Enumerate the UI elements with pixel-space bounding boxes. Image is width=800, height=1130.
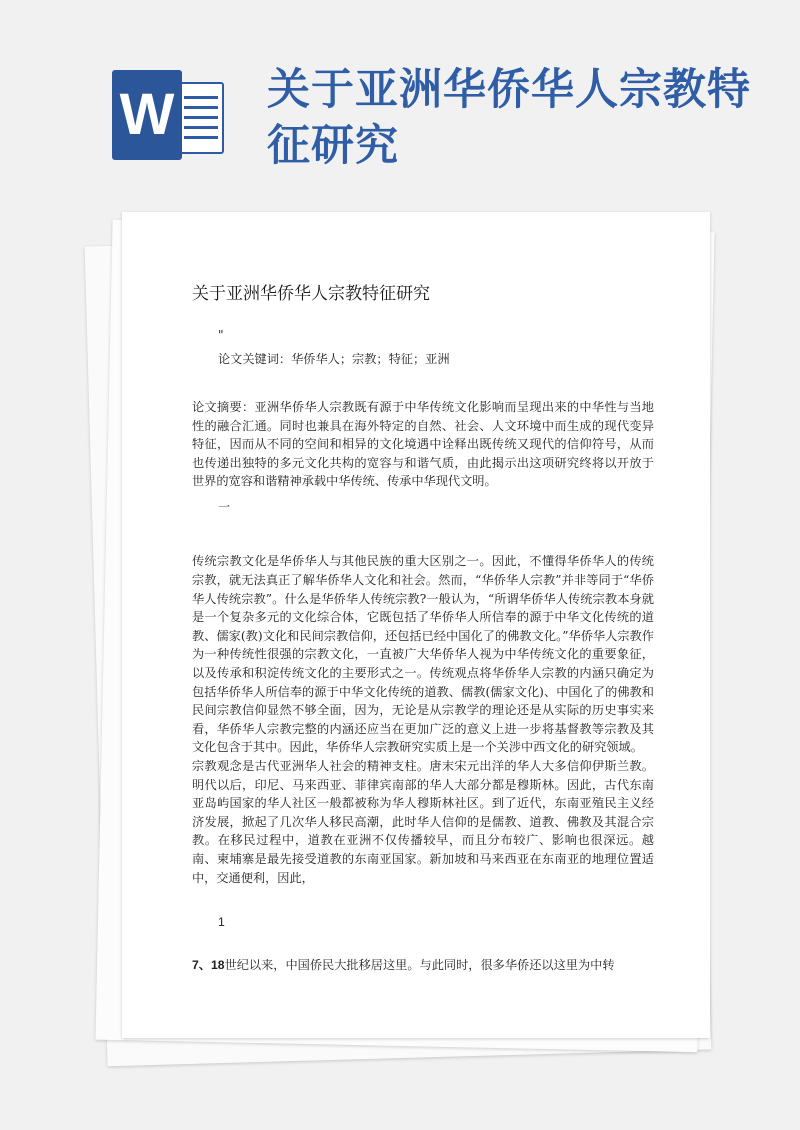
body-paragraph: 传统宗教文化是华侨华人与其他民族的重大区别之一。因此，不懂得华侨华人的传统宗教，就无法真正了解华侨华人文化和社会。然而，“华侨华人宗教”并非等同于“华侨华人传统宗教”。什么是华侨华人传统宗教?一般认为，“所谓华侨华人传统宗教本身就是一个复杂多元的文化综合体，它既包括了华侨华人所信奉的源于中华文化传统的道教、儒家(教)文化和民间宗教信仰，还包括已经中国化了的佛教文化。”华侨华人宗教作为一种传统性很强的宗教文化，一直被广大华侨华人视为中华传统文化的重要象征，以及传承和积淀传统文化的主要形式之一。传统观点将华侨华人宗教的内涵只确定为包括华侨华人所信奉的源于中华文化传统的道教、儒教(儒家文化)、中国化了的佛教和民间宗教信仰显然不够全面，因为，无论是从宗教学的理论还是从实际的历史事实来看，华侨华人宗教完整的内涵还应当在更加广泛的意义上进一步将基督教等宗教及其文化包含于其中。因此，华侨华人宗教研究实质上是一个关涉中西文化的研究领域。: [192, 554, 654, 755]
word-logo-letter: W: [112, 70, 182, 160]
header-banner: [0, 0, 800, 200]
document-title: 关于亚洲华侨华人宗教特征研究: [192, 284, 430, 304]
document-page: [122, 212, 710, 1038]
page-title: 关于亚洲华侨华人宗教特征研究: [267, 65, 751, 171]
section-number: 一: [218, 500, 231, 515]
keywords-line: 论文关键词：华侨华人；宗教；特征；亚洲: [218, 352, 450, 366]
word-document-icon: [112, 70, 230, 160]
page-number: 1: [218, 915, 225, 930]
continuation-text: 世纪以来，中国侨民大批移居这里。与此同时，很多华侨还以这里为中转: [224, 957, 615, 972]
continuation-line: [192, 956, 654, 974]
quote-mark: ": [218, 328, 224, 342]
body-text: [192, 552, 654, 887]
document-content: [192, 282, 654, 974]
abstract-paragraph: 论文摘要：亚洲华侨华人宗教既有源于中华传统文化影响而呈现出来的中华性与当地性的融合汇通。同时也兼具在海外特定的自然、社会、人文环境中而生成的现代变异特征，因而从不同的空间和相异的文化境遇中诠释出既传统又现代的信仰符号，从而也传递出独特的多元文化共构的宽容与和谐气质，由此揭示出这项研究终将以开放于世界的宽容和谐精神承载中华传统、传承中华现代文明。: [192, 400, 654, 489]
body-paragraph: 宗教观念是古代亚洲华人社会的精神支柱。唐末宋元出洋的华人大多信仰伊斯兰教。明代以后，印尼、马来西亚、菲律宾南部的华人大部分都是穆斯林。因此，古代东南亚岛屿国家的华人社区一般都被称为华人穆斯林社区。到了近代，东南亚殖民主义经济发展，掀起了几次华人移民高潮，此时华人信仰的是儒教、道教、佛教及其混合宗教。在移民过程中，道教在亚洲不仅传播较早，而且分布较广、影响也很深远。越南、柬埔寨是最先接受道教的东南亚国家。新加坡和马来西亚在东南亚的地理位置适中，交通便利，因此，: [192, 758, 654, 885]
continuation-number: 7、18: [192, 957, 225, 972]
